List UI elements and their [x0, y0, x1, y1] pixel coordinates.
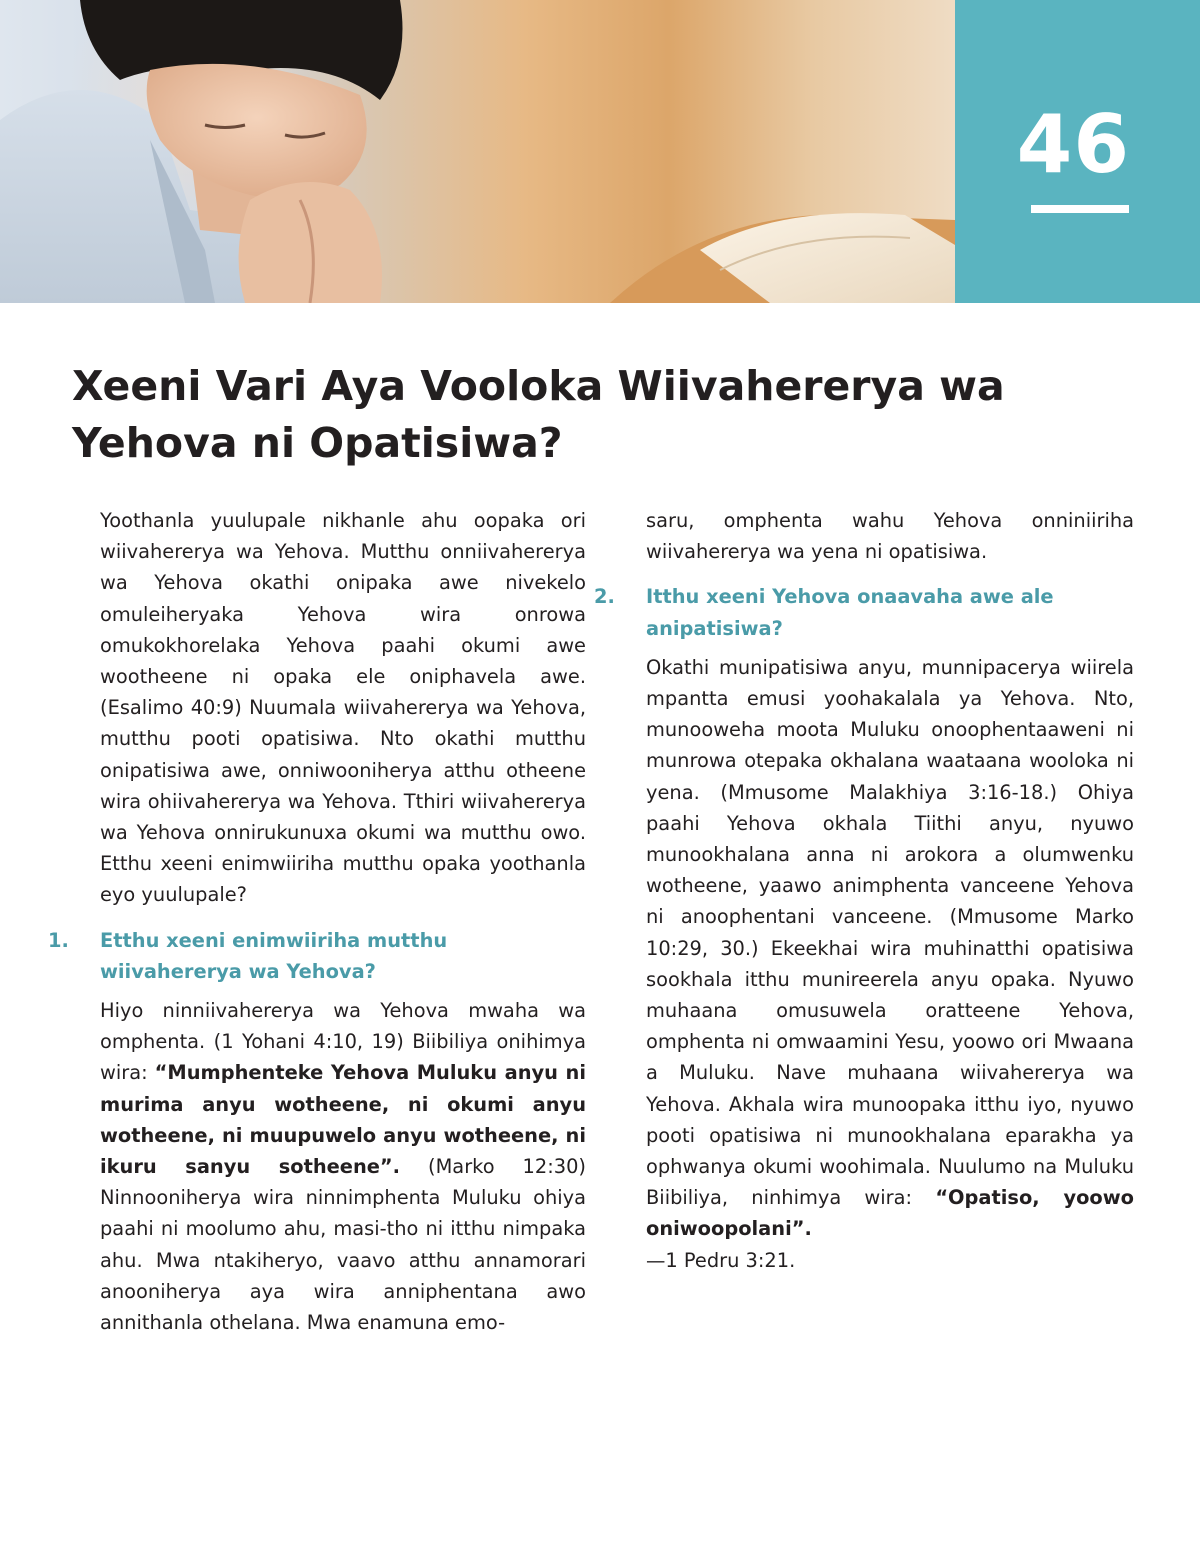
left-column: [48, 505, 586, 1338]
section-2-text-before: Okathi munipatisiwa anyu, munnipacerya wiirela mpantta emusi yoohakalala ya Yehova. Nto, munooweha moota Muluku onoophentaaweni ni munrowa otepaka okhalana waataana wooloka ni yena. (Mmusome Malakhiya 3:16-18.) Ohiya paahi Yehova okhala Tiithi anyu, nyuwo munookhalana anna ni arokora a olumwenku wotheene, yaawo animphenta vanceene Yehova ni anoophentani vanceene. (Mmusome Marko 10:29, 30.) Ekeekhai wira muhinatthi opatisiwa sookhala itthu munireerela anyu opaka. Nyuwo muhaana omusuwela oratteene Yehova, omphenta ni omwaamini Yesu, yoowo ori Mwaana a Muluku. Nave muhaana wiivahererya wa Yehova. Akhala wira munoopaka itthu iyo, nyuwo pooti opatisiwa ni munookhalana eparakha ya ophwanya okumi woohimala. Nuulumo na Muluku Biibiliya, ninhimya wira:: [646, 655, 1134, 1210]
chapter-number: 46: [1016, 98, 1130, 191]
question-1-number: 1.: [48, 928, 69, 952]
section-1-quote: “Mumphenteke Yehova Muluku anyu ni murima anyu wotheene, ni okumi anyu wotheene, ni muupuwelo anyu wotheene, ni ikuru sanyu sotheene”.: [100, 1061, 586, 1179]
section-1-text-before: Hiyo ninniivahererya wa Yehova mwaha wa omphenta. (1 Yohani 4:10, 19) Biibiliya onihimya wira:: [100, 999, 586, 1085]
lesson-title: Xeeni Vari Aya Vooloka Wiivahererya wa Yehova ni Opatisiwa?: [72, 362, 1005, 467]
question-1: [48, 925, 586, 987]
question-2-text: Itthu xeeni Yehova onaavaha awe ale anipatisiwa?: [646, 585, 1054, 640]
section-2-quote: “Opatiso, yoowo oniwoopolani”.: [646, 1186, 1134, 1241]
question-1-text: Etthu xeeni enimwiiriha mutthu wiivahererya wa Yehova?: [100, 928, 448, 983]
right-column: [594, 505, 1134, 1276]
chapter-number-box: [955, 0, 1200, 303]
intro-paragraph: Yoothanla yuulupale nikhanle ahu oopaka ori wiivahererya wa Yehova. Mutthu onniivahererya wa Yehova okathi onipaka awe nivekelo omuleiheryaka Yehova wira onrowa omukokhorelaka Yehova paahi okumi awe wootheene ni opaka ele oniphavela awe. (Esalimo 40:9) Nuumala wiivahererya wa Yehova, mutthu pooti opatisiwa. Nto okathi mutthu onipatisiwa awe, onniwooniherya atthu otheene wira ohiivahererya wa Yehova. Tthiri wiivahererya wa Yehova onnirukunuxa okumi wa mutthu owo. Etthu xeeni enimwiiriha mutthu opaka yoothanla eyo yuulupale?: [100, 509, 586, 907]
section-1-paragraph: [74, 995, 586, 1338]
header-photo: [0, 0, 955, 303]
question-2-number: 2.: [594, 585, 615, 609]
chapter-number-underline: [1031, 205, 1129, 213]
question-2: [594, 581, 1134, 643]
section-1-continuation: saru, omphenta wahu Yehova onniniiriha wiivahererya wa yena ni opatisiwa.: [646, 509, 1134, 564]
praying-man-illustration: [0, 0, 955, 303]
section-2-reference: —1 Pedru 3:21.: [646, 1248, 796, 1272]
section-1-text-after: (Marko 12:30) Ninnooniherya wira ninnimphenta Muluku ohiya paahi ni moolumo ahu, masi-tho ni itthu nimpaka ahu. Mwa ntakiheryo, vaavo atthu annamorari anooniherya aya wira anniphentana awo annithanla othelana. Mwa enamuna emo-: [100, 1155, 586, 1335]
section-2-paragraph: [620, 652, 1134, 1276]
